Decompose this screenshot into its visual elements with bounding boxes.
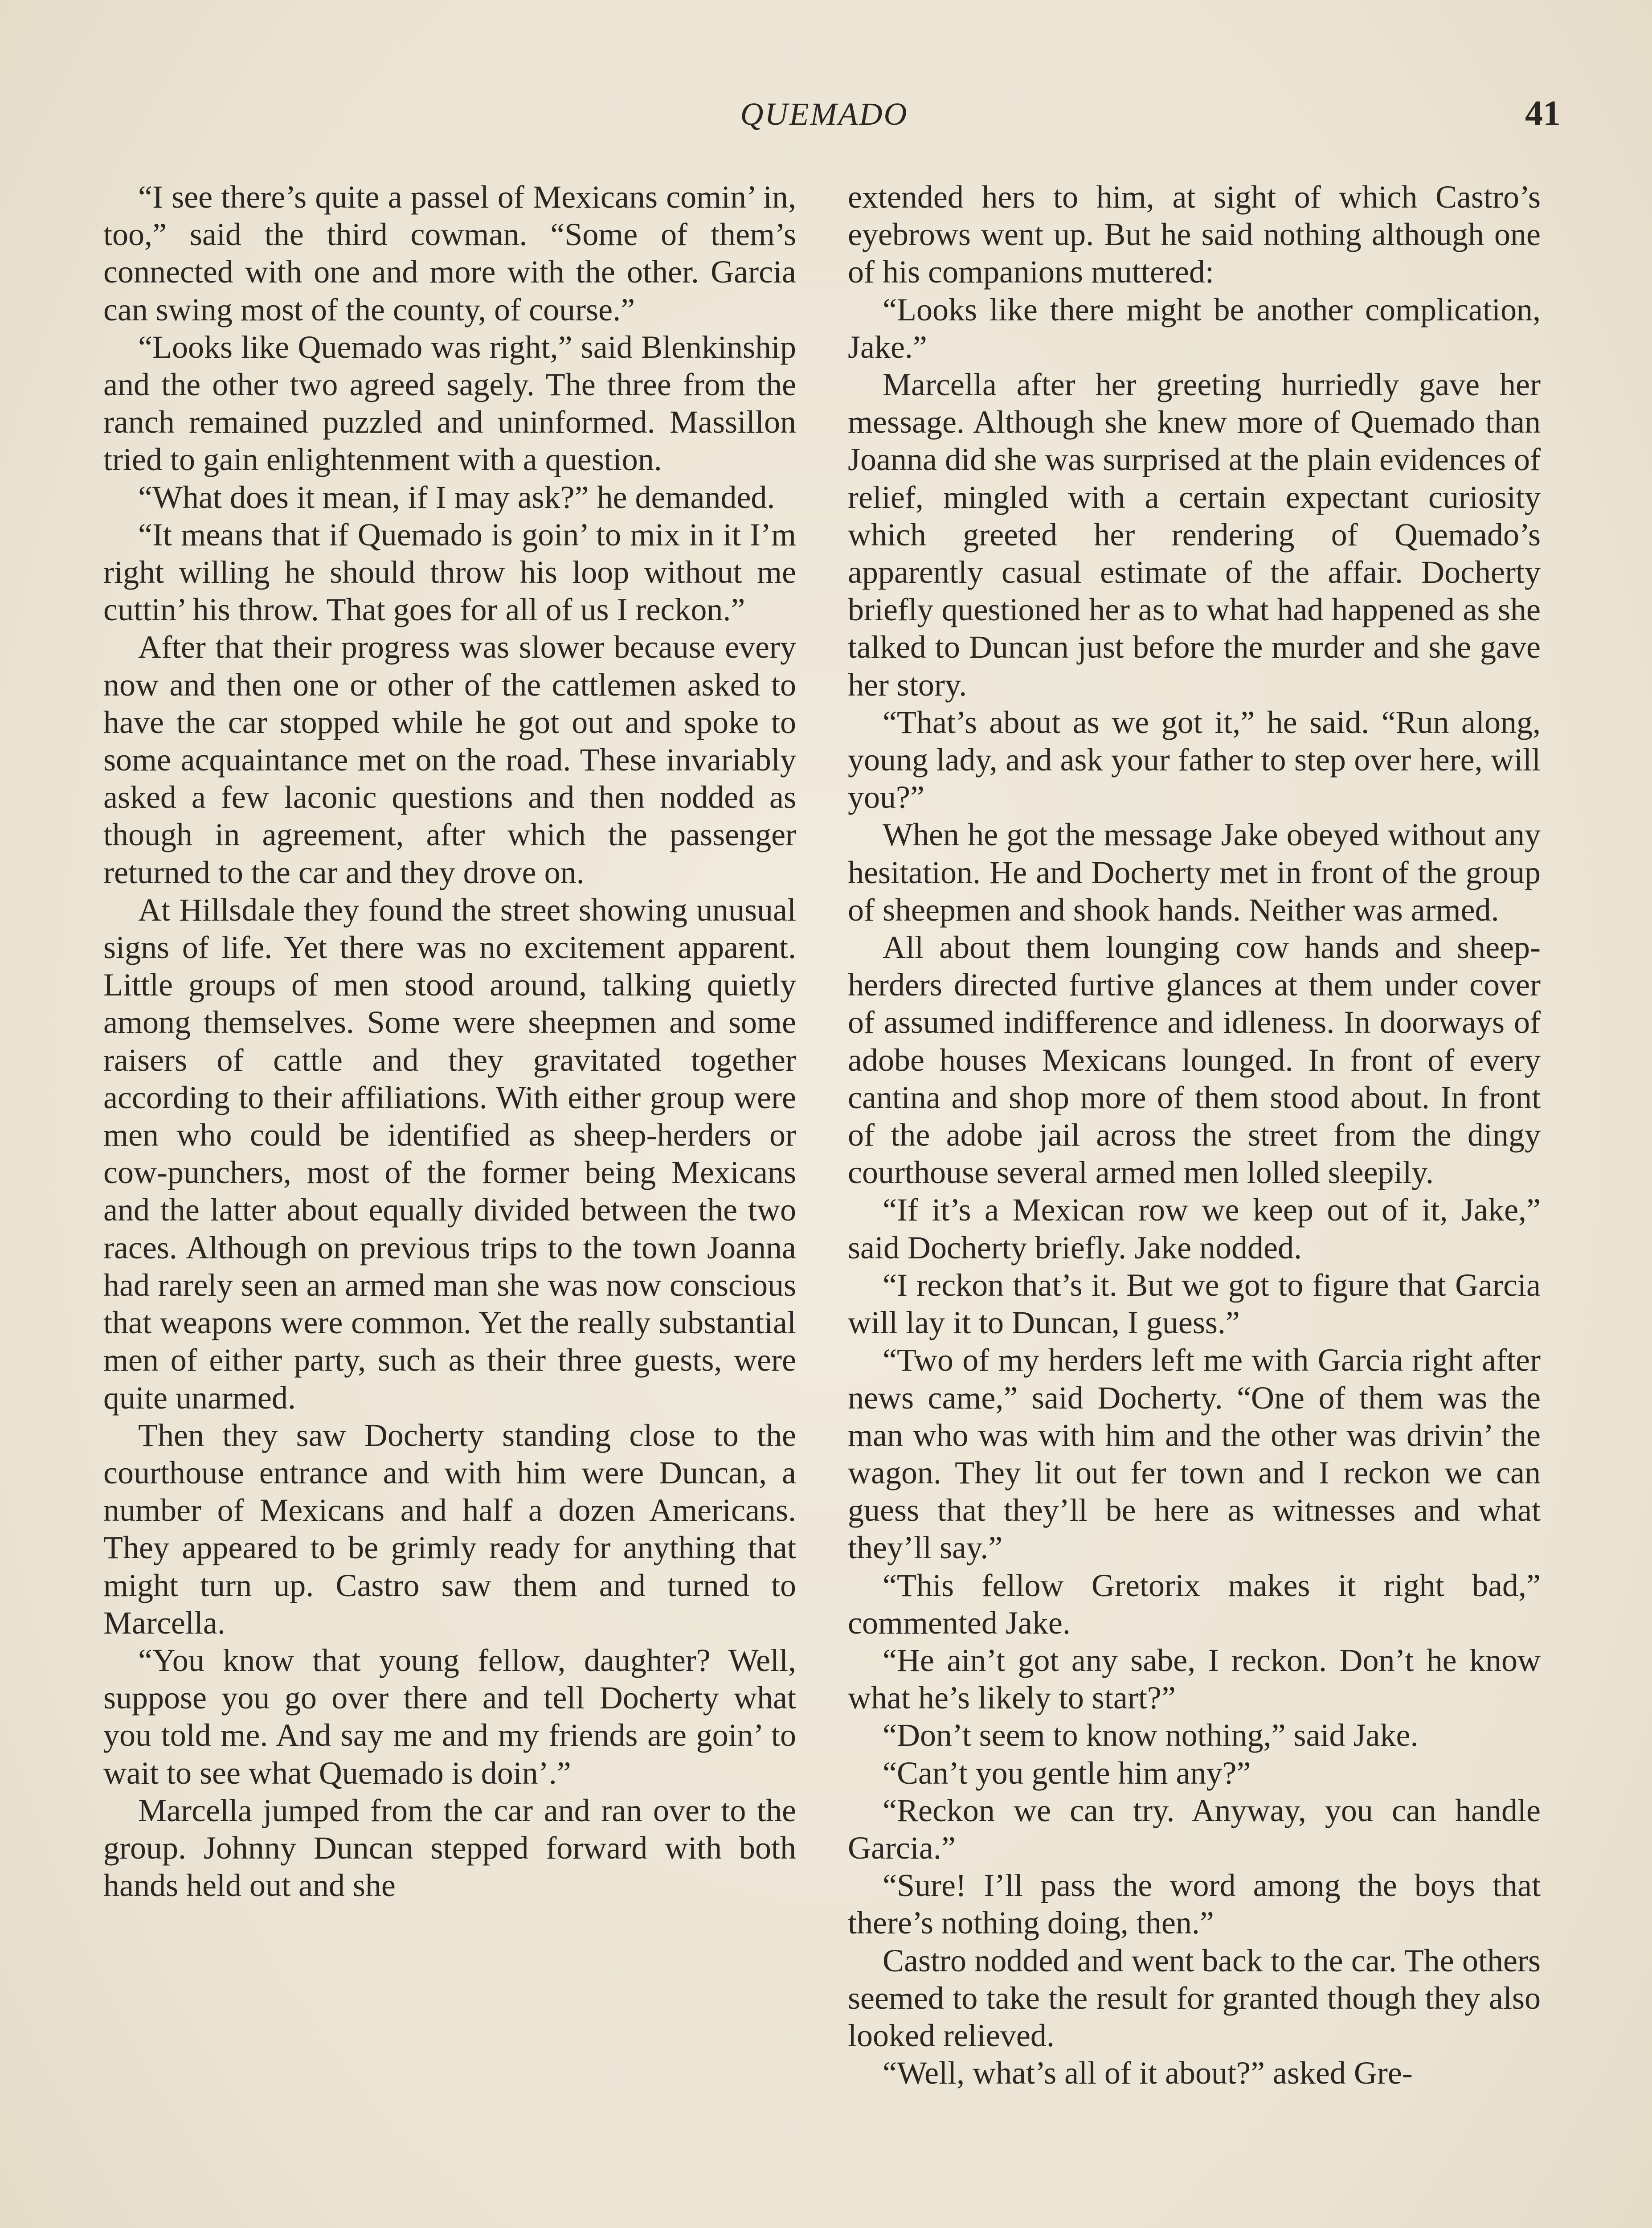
paragraph: When he got the message Jake obeyed without any hesitation. He and Docherty met in front of the group of sheepmen and shook hands. Neither was armed. <box>848 817 1541 928</box>
paragraph: “Can’t you gentle him any?” <box>883 1755 1251 1791</box>
paragraph: At Hillsdale they found the street showing unusual signs of life. Yet there was no excitement apparent. Little groups of men stood around, talking quietly among themselves. Some were sheepmen and some raisers of cattle and they gravitated together according to their affiliations. With either group were men who could be identified as sheep-herders or cow-punchers, most of the former being Mexicans and the latter about equally divided between the two races. Although on previous trips to the town Joanna had rarely seen an armed man she was now conscious that weapons were common. Yet the really substantial men of either party, such as their three guests, were quite unarmed. <box>103 892 796 1416</box>
paragraph: Marcella jumped from the car and ran over to the group. Johnny Duncan stepped forward with both hands held out and she <box>103 1792 796 1904</box>
paragraph: “I reckon that’s it. But we got to figure that Garcia will lay it to Duncan, I guess.” <box>848 1267 1541 1341</box>
paragraph: extended hers to him, at sight of which Castro’s eyebrows went up. But he said nothing although one of his companions muttered: <box>848 179 1541 290</box>
paragraph: “If it’s a Mexican row we keep out of it, Jake,” said Docherty briefly. Jake nodded. <box>848 1192 1541 1266</box>
paragraph: “Sure! I’ll pass the word among the boys that there’s nothing doing, then.” <box>848 1868 1541 1941</box>
paragraph: “That’s about as we got it,” he said. “Run along, young lady, and ask your father to step over here, will you?” <box>848 704 1541 815</box>
page-number: 41 <box>1525 94 1561 133</box>
paragraph: “What does it mean, if I may ask?” he demanded. <box>138 479 775 515</box>
paragraph: “Two of my herders left me with Garcia right after news came,” said Docherty. “One of them was the man who was with him and the other was drivin’ the wagon. They lit out fer town and I reckon we can guess that they’ll be here as witnesses and what they’ll say.” <box>848 1342 1541 1566</box>
paragraph: “Looks like Quemado was right,” said Blenkinship and the other two agreed sagely. The three from the ranch remained puzzled and uninformed. Massillon tried to gain enlightenment with a question. <box>103 329 796 478</box>
paragraph: “I see there’s quite a passel of Mexicans comin’ in, too,” said the third cowman. “Some of them’s connected with one and more with the other. Garcia can swing most of the county, of course.” <box>103 179 796 328</box>
running-title: QUEMADO <box>740 96 908 132</box>
paragraph: “Well, what’s all of it about?” asked Gre- <box>883 2055 1413 2091</box>
paragraph: Then they saw Docherty standing close to the courthouse entrance and with him were Duncan, a number of Mexicans and half a dozen Americans. They appeared to be grimly ready for anything that might turn up. Castro saw them and turned to Marcella. <box>103 1417 796 1641</box>
paragraph: “Reckon we can try. Anyway, you can handle Garcia.” <box>848 1792 1541 1866</box>
paragraph: Marcella after her greeting hurriedly gave her message. Although she knew more of Quemado than Joanna did she was surprised at the plain evidences of relief, mingled with a certain expectant curiosity which greeted her rendering of Quemado’s apparently casual estimate of the affair. Docherty briefly questioned her as to what had happened as she talked to Duncan just before the murder and she gave her story. <box>848 367 1541 703</box>
paragraph: After that their progress was slower because every now and then one or other of the cattlemen asked to have the car stopped while he got out and spoke to some acquaintance met on the road. These invariably asked a few laconic questions and then nodded as though in agreement, after which the passenger returned to the car and they drove on. <box>103 629 796 890</box>
right-text-column <box>848 178 1541 2092</box>
paragraph: “Looks like there might be another complication, Jake.” <box>848 291 1541 365</box>
paragraph: “This fellow Gretorix makes it right bad,” commented Jake. <box>848 1567 1541 1641</box>
paragraph: Castro nodded and went back to the car. The others seemed to take the result for granted though they also looked relieved. <box>848 1942 1541 2053</box>
paragraph: “It means that if Quemado is goin’ to mix in it I’m right willing he should throw his loop without me cuttin’ his throw. That goes for all of us I reckon.” <box>103 516 796 628</box>
paragraph: All about them lounging cow hands and sheep-herders directed furtive glances at them under cover of assumed indifference and idleness. In doorways of adobe houses Mexicans lounged. In front of every cantina and shop more of them stood about. In front of the adobe jail across the street from the dingy courthouse several armed men lolled sleepily. <box>848 930 1541 1191</box>
paragraph: “He ain’t got any sabe, I reckon. Don’t he know what he’s likely to start?” <box>848 1642 1541 1716</box>
paragraph: “You know that young fellow, daughter? Well, suppose you go over there and tell Docherty what you told me. And say me and my friends are goin’ to wait to see what Quemado is doin’.” <box>103 1642 796 1791</box>
paragraph: “Don’t seem to know nothing,” said Jake. <box>883 1717 1419 1753</box>
left-text-column <box>103 178 796 1904</box>
